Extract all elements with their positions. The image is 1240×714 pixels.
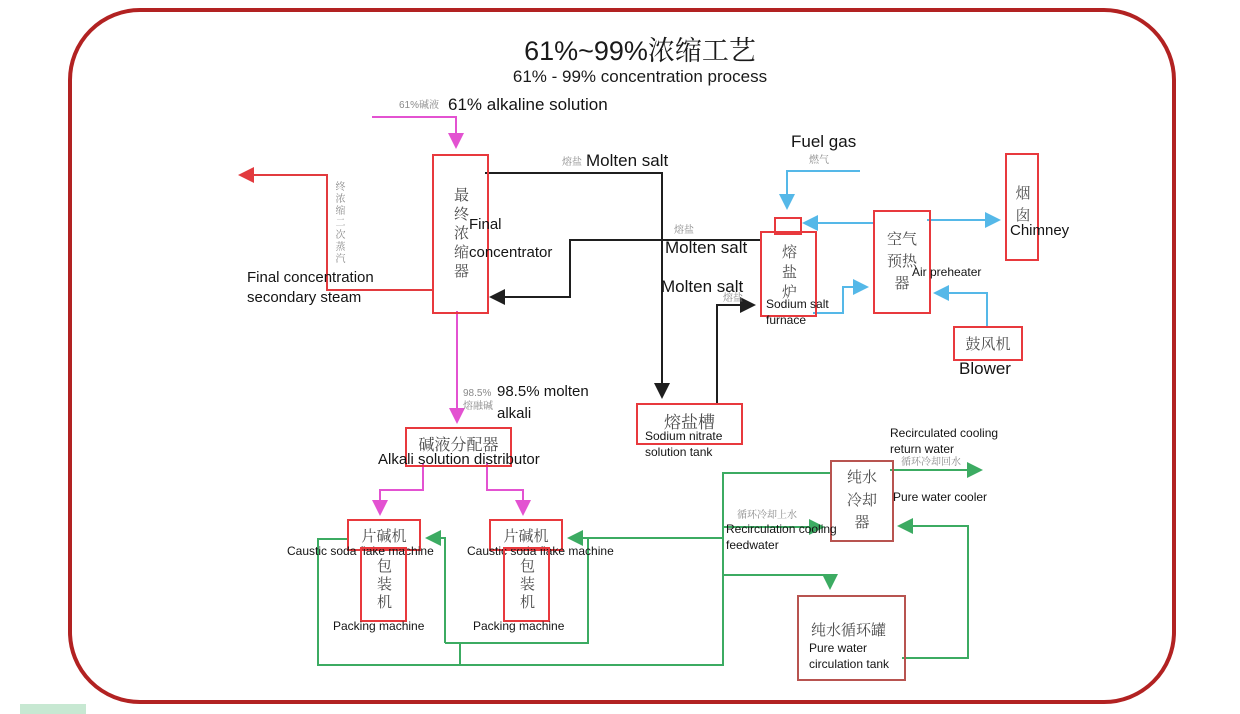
molten-salt-supply-label-en: Molten salt — [665, 238, 748, 257]
pure-water-cooler-label-en: Pure water cooler — [893, 490, 988, 504]
alkaline-61-label-cn: 61%碱液 — [399, 100, 440, 111]
flake-machine-left-label-en: Caustic soda flake machine — [287, 544, 434, 558]
distributor-label-en: Alkali solution distributor — [378, 451, 540, 468]
cooling-feed-label-cn: 循环冷却上水 — [737, 510, 797, 521]
flake-machine-right-label-en: Caustic soda flake machine — [467, 544, 614, 558]
secondary-steam-label-en: Final concentration secondary steam — [247, 269, 374, 306]
packing-machine-left-box — [360, 547, 407, 622]
air-preheater-label-en: Air preheater — [912, 265, 982, 279]
page-title-en: 61% - 99% concentration process — [512, 67, 768, 86]
molten-alkali-985-label-cn: 98.5% 熔融碱 — [463, 388, 493, 412]
flake-machine-left-label-cn: 片碱机 — [361, 527, 407, 545]
molten-alkali-985-label-en: 98.5% molten alkali — [497, 383, 589, 422]
blower-label-cn: 鼓风机 — [965, 336, 1011, 353]
molten-salt-return-label-en: Molten salt — [661, 277, 744, 296]
chimney-box — [1005, 153, 1039, 261]
blower-box — [953, 326, 1023, 361]
molten-salt-out-label-en: Molten salt — [586, 151, 669, 170]
air-preheater-box — [873, 210, 931, 314]
blower-label-en: Blower — [959, 359, 1011, 378]
fuel-gas-label-en: Fuel gas — [791, 132, 857, 151]
molten-salt-tank-label-en: Sodium nitrate solution tank — [645, 429, 723, 459]
alkaline-61-label-en: 61% alkaline solution — [448, 95, 608, 114]
furnace-label-en: Sodium salt furnace — [766, 297, 829, 327]
page-title-cn: 61%~99%浓缩工艺 — [524, 36, 756, 66]
distributor-label-cn: 碱液分配器 — [418, 437, 499, 454]
cooling-return-label-en: Recirculated cooling return water — [890, 426, 999, 456]
molten-salt-tank-label-cn: 熔盐槽 — [664, 413, 715, 432]
chimney-label-en: Chimney — [1010, 222, 1070, 239]
final-concentrator-label-cn: 最终浓缩器 — [452, 186, 469, 282]
final-concentrator-label-en: Final concentrator — [469, 216, 553, 261]
pure-water-cooler-label-cn: 纯水冷却器 — [846, 469, 877, 532]
furnace-label-cn: 熔盐炉 — [780, 244, 797, 304]
molten-salt-supply-label-cn: 熔盐 — [674, 225, 694, 236]
molten-salt-out-label-cn: 熔盐 — [562, 157, 582, 168]
pure-water-circulation-tank-label-en: Pure water circulation tank — [809, 641, 890, 671]
corner-decoration — [20, 704, 86, 714]
air-preheater-label-cn: 空气预热器 — [886, 231, 917, 292]
secondary-steam-label-cn: 终浓缩二次蒸汽 — [333, 181, 344, 265]
packing-machine-right-label-cn: 包装机 — [518, 557, 535, 612]
pure-water-circulation-tank-label-cn: 纯水循环罐 — [811, 622, 887, 639]
cooling-return-label-cn: 循环冷却回水 — [901, 457, 961, 468]
packing-machine-right-label-en: Packing machine — [473, 619, 565, 633]
packing-machine-right-box — [503, 547, 550, 622]
flake-machine-right-label-cn: 片碱机 — [503, 527, 549, 545]
fuel-gas-label-cn: 燃气 — [809, 155, 829, 166]
molten-salt-return-label-cn: 熔盐 — [723, 293, 743, 304]
cooling-feed-label-en: Recirculation cooling feedwater — [726, 522, 837, 552]
pure-water-cooler-box — [830, 460, 894, 542]
packing-machine-left-label-en: Packing machine — [333, 619, 425, 633]
packing-machine-left-label-cn: 包装机 — [375, 557, 392, 612]
chimney-label-cn: 烟囱 — [1013, 185, 1031, 229]
